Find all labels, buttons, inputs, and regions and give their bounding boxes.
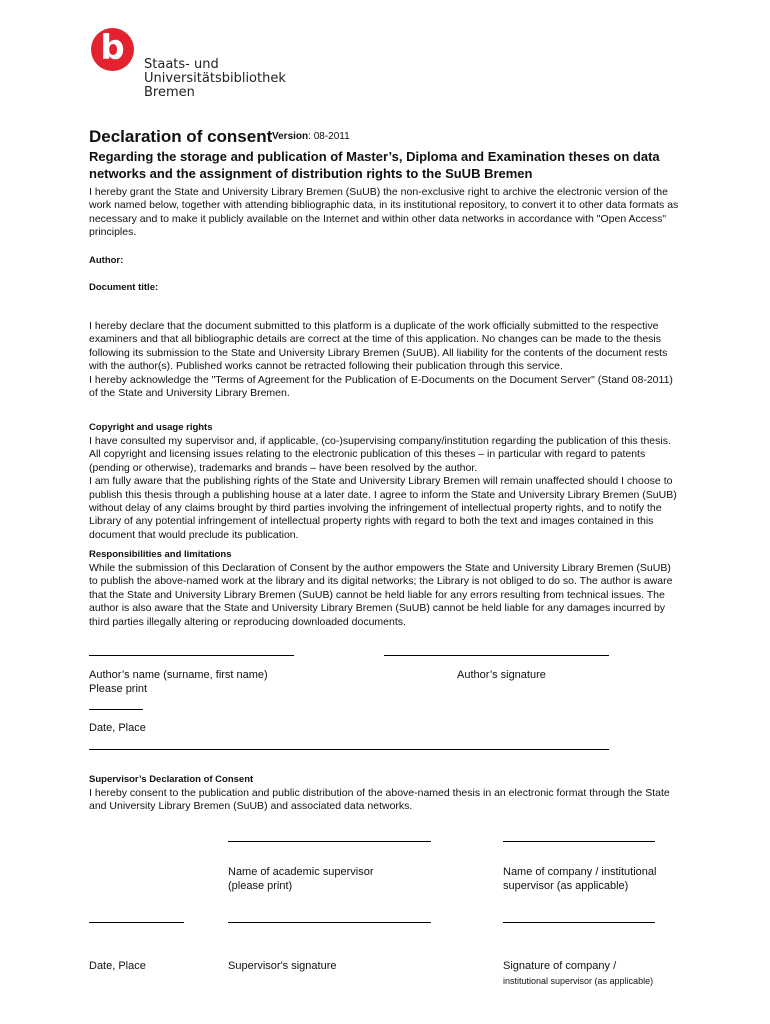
copyright-text-1: I have consulted my supervisor and, if applicable, (co-)supervising company/institution regarding the publication of this thesis. All copyright and licensing issues relating to the electronic publication of this theses – in particular with regard to patents (pending or otherwise), trademarks and brands – have been resolved by the author. [89, 435, 671, 474]
supervisor-heading: Supervisor’s Declaration of Consent [89, 774, 254, 785]
supervisor-signature-line[interactable] [228, 922, 431, 923]
responsibilities-paragraph: While the submission of this Declaration of Consent by the author empowers the State and University Library Bremen (SuUB) to publish the above-named work at the library and its digital networks; the Library is not obliged to do so. The author is aware that the State and University Library Bremen (SuUB) cannot be held liable for any errors resulting from technical issues. The author is also aware that the State and University Library Bremen (SuUB) cannot be held liable for any damages incurred by third parties illegally altering or reproducing downloaded documents. [89, 562, 673, 628]
company-signature-note: institutional supervisor (as applicable) [503, 976, 654, 986]
company-label: Name of company / institutional [503, 866, 657, 878]
responsibilities-heading: Responsibilities and limitations [89, 549, 232, 560]
company-signature-line[interactable] [503, 922, 655, 923]
grant-paragraph: I hereby grant the State and University Library Bremen (SuUB) the non-exclusive right to archive the electronic version of the work named below, together with attending bibliographic data, in its institutional repository, to convert it to other data formats as necessary and to make it publicly available on the Internet and within other data networks in accordance with "Open Access" principles. [89, 186, 679, 239]
author-name-line[interactable] [89, 655, 294, 656]
document-title-field-label: Document title: [89, 282, 159, 293]
author-signature-label: Author’s signature [457, 669, 546, 681]
author-signature-line[interactable] [384, 655, 609, 656]
date-place-line-1[interactable] [89, 709, 143, 710]
author-field-label: Author: [89, 255, 124, 266]
version-label: Version [272, 131, 309, 142]
subtitle: Regarding the storage and publication of Master’s, Diploma and Examination theses on data networks and the assignment of distribution rights to the SuUB Bremen [89, 149, 660, 181]
company-signature-label: Signature of company / [503, 960, 617, 972]
version-info [272, 131, 350, 142]
date-place-label-2: Date, Place [89, 960, 146, 972]
section-divider [89, 749, 609, 750]
supervisor-paragraph: I hereby consent to the publication and public distribution of the above-named thesis in an electronic format through the State and University Library Bremen (SuUB) and associated data networks. [89, 787, 670, 813]
library-name-line-1: Staats- und [144, 57, 219, 72]
library-name-line-2: Universitätsbibliothek [144, 71, 286, 86]
copyright-paragraph [89, 435, 679, 542]
page-title: Declaration of consent [89, 127, 273, 146]
declaration-text-2: I hereby acknowledge the "Terms of Agreement for the Publication of E-Documents on the Document Server" (Stand 08-2011) of the State and University Library Bremen. [89, 373, 673, 400]
supervisor-signature-label: Supervisor's signature [228, 960, 337, 972]
company-note: supervisor (as applicable) [503, 880, 629, 892]
date-place-line-2[interactable] [89, 922, 184, 923]
date-place-label-1: Date, Place [89, 722, 146, 734]
declaration-text-1: I hereby declare that the document submitted to this platform is a duplicate of the work officially submitted to the respective examiners and that all bibliographic details are correct at the time of this application. No changes can be made to the thesis following its submission to the State and University Library Bremen (SuUB). All liability for the contents of the document rests with the author(s). Published works cannot be retracted following their publication through this service. [89, 320, 668, 373]
declaration-paragraph [89, 320, 679, 400]
copyright-heading: Copyright and usage rights [89, 422, 213, 433]
academic-supervisor-note: (please print) [228, 880, 293, 892]
company-name-line[interactable] [503, 841, 655, 842]
version-value: : 08-2011 [308, 131, 350, 142]
copyright-text-2: I am fully aware that the publishing rights of the State and University Library Bremen will remain unaffected should I choose to publish this thesis through a publishing house at a later date. I agree to inform the State and University Library Bremen (SuUB) without delay of any claims brought by third parties involving the infringement of intellectual property rights, and to notify the Library of any potential infringement of intellectual property rights with regard to both the text and images contained in this document that would preclude its publication. [89, 475, 677, 541]
author-name-label: Author’s name (surname, first name) [89, 669, 268, 681]
library-name-line-3: Bremen [144, 85, 195, 100]
please-print-note: Please print [89, 683, 148, 695]
library-name [144, 58, 286, 100]
academic-supervisor-label: Name of academic supervisor [228, 866, 374, 878]
library-logo-icon: b [91, 28, 134, 71]
academic-supervisor-name-line[interactable] [228, 841, 431, 842]
